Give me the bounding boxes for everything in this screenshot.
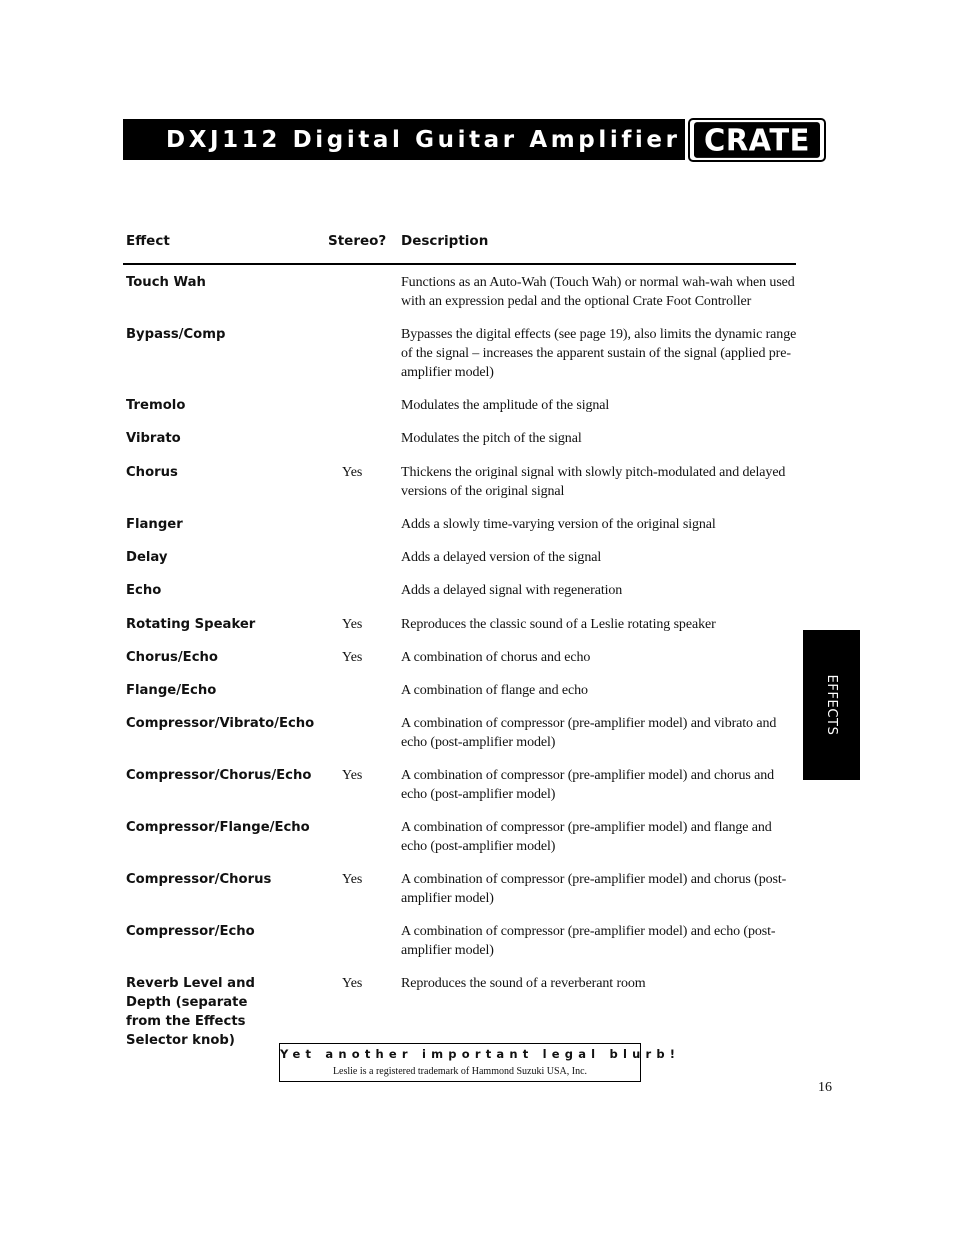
- effect-name: Compressor/Flange/Echo: [126, 820, 310, 835]
- effect-name: Tremolo: [126, 398, 186, 413]
- effect-name: Chorus: [126, 465, 178, 480]
- stereo-value: Yes: [342, 617, 363, 632]
- logo-text: CRATE: [694, 122, 820, 158]
- effect-name: Delay: [126, 550, 168, 565]
- effect-name: Flange/Echo: [126, 683, 217, 698]
- effect-description: Adds a slowly time-varying version of the original signal: [401, 517, 716, 532]
- stereo-value: Yes: [342, 465, 363, 480]
- effect-description: A combination of flange and echo: [401, 683, 588, 698]
- stereo-value: Yes: [342, 650, 363, 665]
- effect-description: A combination of compressor (pre-amplifier model) and chorus and echo (post-amplifier model): [401, 768, 775, 802]
- effect-description: Reproduces the sound of a reverberant room: [401, 976, 646, 991]
- effect-description: A combination of compressor (pre-amplifier model) and flange and echo (post-amplifier model): [401, 820, 772, 854]
- effect-name: Echo: [126, 583, 162, 598]
- effect-name: Flanger: [126, 517, 183, 532]
- page-title: DXJ112 Digital Guitar Amplifier: [166, 127, 681, 153]
- effect-description: Modulates the amplitude of the signal: [401, 398, 610, 413]
- effect-name: Chorus/Echo: [126, 650, 218, 665]
- legal-title: Yet another important legal blurb!: [280, 1047, 681, 1061]
- header-rule: [123, 263, 796, 265]
- effect-name: Vibrato: [126, 431, 181, 446]
- effect-description: A combination of compressor (pre-amplifier model) and echo (post-amplifier model): [401, 924, 776, 958]
- effect-description: A combination of chorus and echo: [401, 650, 591, 665]
- column-header-effect: Effect: [126, 233, 170, 249]
- effect-description: A combination of compressor (pre-amplifier model) and vibrato and echo (post-amplifier model): [401, 716, 777, 750]
- effect-name: Compressor/Vibrato/Echo: [126, 716, 315, 731]
- stereo-value: Yes: [342, 872, 363, 887]
- section-tab: [803, 630, 860, 780]
- effect-name: Bypass/Comp: [126, 327, 226, 342]
- effect-name: Compressor/Chorus/Echo: [126, 768, 312, 783]
- section-tab-label: EFFECTS: [824, 674, 839, 736]
- column-header-stereo: Stereo?: [328, 233, 387, 249]
- legal-text: Leslie is a registered trademark of Hammond Suzuki USA, Inc.: [332, 1066, 588, 1077]
- effect-name: Rotating Speaker: [126, 617, 256, 632]
- effect-description: Bypasses the digital effects (see page 19), also limits the dynamic range of the signal – increases the apparent sustain of the signal (applied pre-amplifier model): [401, 327, 797, 380]
- effect-name: Compressor/Echo: [126, 924, 255, 939]
- effect-description: Reproduces the classic sound of a Leslie rotating speaker: [401, 617, 716, 632]
- stereo-value: Yes: [342, 976, 363, 991]
- effect-name: Compressor/Chorus: [126, 872, 272, 887]
- effect-name: Reverb Level and Depth (separate from the Effects Selector knob): [126, 976, 255, 1048]
- effect-description: Thickens the original signal with slowly pitch-modulated and delayed versions of the original signal: [401, 465, 786, 499]
- effect-description: Adds a delayed version of the signal: [401, 550, 602, 565]
- effect-name: Touch Wah: [126, 275, 206, 290]
- effect-description: A combination of compressor (pre-amplifier model) and chorus (post-amplifier model): [401, 872, 787, 906]
- column-header-description: Description: [401, 233, 489, 249]
- page-number: 16: [818, 1080, 832, 1095]
- legal-notice: [279, 1043, 681, 1082]
- stereo-value: Yes: [342, 768, 363, 783]
- effect-description: Functions as an Auto-Wah (Touch Wah) or normal wah-wah when used with an expression pedal and the optional Crate Foot Controller: [401, 275, 795, 309]
- effect-description: Modulates the pitch of the signal: [401, 431, 582, 446]
- crate-logo: [688, 118, 826, 162]
- effect-description: Adds a delayed signal with regeneration: [401, 583, 623, 598]
